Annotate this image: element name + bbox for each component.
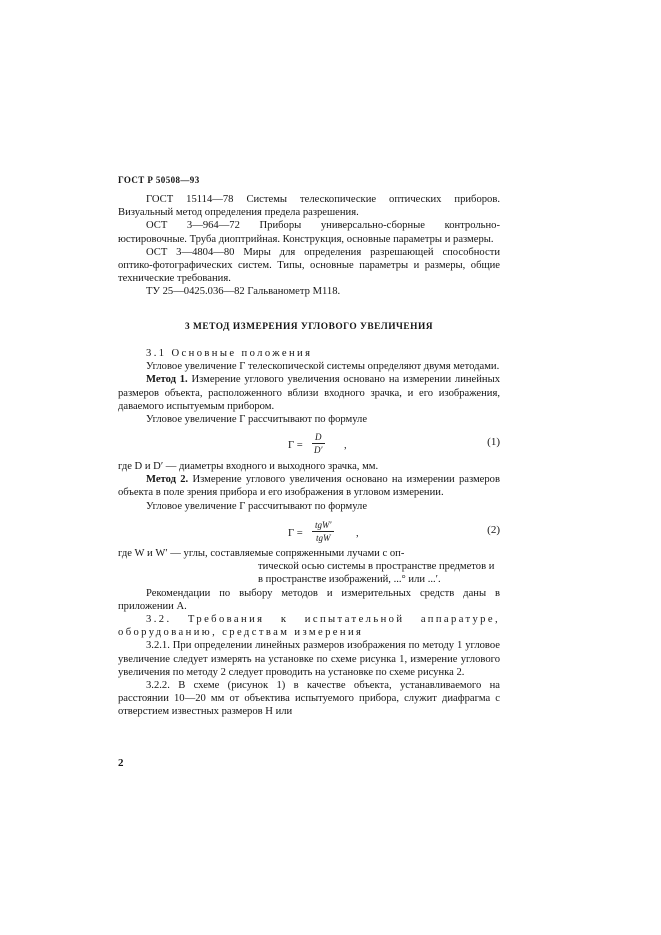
page-number: 2 (118, 757, 124, 769)
references-list (118, 193, 500, 299)
formula-1-where: где D и D′ — диаметры входного и выходного зрачка, мм. (118, 461, 379, 472)
formula-intro: Угловое увеличение Г рассчитывают по формуле (146, 500, 368, 512)
formula-2-where-line-2: тической осью системы в пространстве предметов и (258, 561, 495, 573)
formula-2-comma: , (356, 528, 359, 539)
formula-2-lhs: Г = (288, 528, 303, 539)
paragraph: Рекомендации по выбору методов и измерительных средств даны в приложении А. (118, 587, 500, 612)
method-2-label: Метод 2. (146, 474, 189, 486)
paragraph-method-1 (118, 373, 500, 413)
section-3-1-middle (118, 460, 500, 513)
formula-1-number: (1) (487, 436, 500, 448)
paragraph: 3.2.1. При определении линейных размеров изображения по методу 1 угловое увеличение следует измерять на установке по схеме рисунка 1, измерение углового увеличения по методу 2 следует проводить на установке по схеме рисунка 2. (118, 640, 500, 678)
paragraph: Угловое увеличение Г телескопической системы определяют двумя методами. (146, 361, 500, 373)
formula-1-fraction (312, 432, 325, 455)
reference-item: ОСТ 3—964—72 Приборы универсально-сборные контрольно-юстировочные. Труба диоптрийная. Конструкция, основные параметры и размеры. (118, 220, 500, 245)
formula-2-where-line-3: в пространстве изображений, ...° или ...′. (258, 574, 441, 586)
formula-1-numerator: D (312, 432, 325, 444)
formula-2-denominator: tgW (315, 533, 331, 543)
section-3-1-bottom (118, 547, 500, 719)
paragraph: 3.2.2. В схеме (рисунок 1) в качестве объекта, устанавливаемого на расстоянии 10—20 мм от объектива испытуемого прибора, служит диафрагма с отверстием известных размеров H или (118, 680, 500, 718)
formula-1-denominator: D′ (314, 445, 323, 455)
section-3-1-top (118, 347, 500, 426)
formula-2-fraction (312, 520, 334, 543)
method-1-label: Метод 1. (146, 374, 188, 386)
subsection-heading: 3.1 Основные положения (146, 348, 313, 359)
reference-item: ТУ 25—0425.036—82 Гальванометр М118. (146, 286, 341, 298)
formula-2-where-line-1: где W и W′ — углы, составляемые сопряженными лучами с оп- (118, 548, 405, 559)
formula-2-numerator: tgW′ (312, 520, 334, 532)
subsection-heading: 3.2. Требования к испытательной аппаратуре, оборудованию, средствам измерения (118, 614, 500, 639)
formula-1-lhs: Г = (288, 440, 303, 451)
section-title: 3 МЕТОД ИЗМЕРЕНИЯ УГЛОВОГО УВЕЛИЧЕНИЯ (184, 322, 434, 332)
reference-item: ГОСТ 15114—78 Системы телескопические оптических приборов. Визуальный метод определения предела разрешения. (118, 194, 500, 219)
reference-item: ОСТ 3—4804—80 Миры для определения разрешающей способности оптико-фотографических систем. Типы, основные параметры и размеры, общие технические требования. (118, 246, 500, 285)
document-header: ГОСТ Р 50508—93 (118, 175, 200, 185)
formula-intro: Угловое увеличение Г рассчитывают по формуле (146, 414, 368, 426)
method-2-text: Измерение углового увеличения основано на измерении размеров объекта в поле зрения прибора и его изображения в угловом измерении. (118, 474, 500, 499)
formula-2-number: (2) (487, 524, 500, 536)
paragraph-method-2 (118, 473, 500, 499)
method-1-text: Измерение углового увеличения основано на измерении линейных размеров объекта, расположенного вблизи входного зрачка, и его изображения, даваемого испытуемым прибором. (118, 374, 500, 412)
formula-1 (118, 430, 500, 464)
formula-1-comma: , (344, 440, 347, 451)
